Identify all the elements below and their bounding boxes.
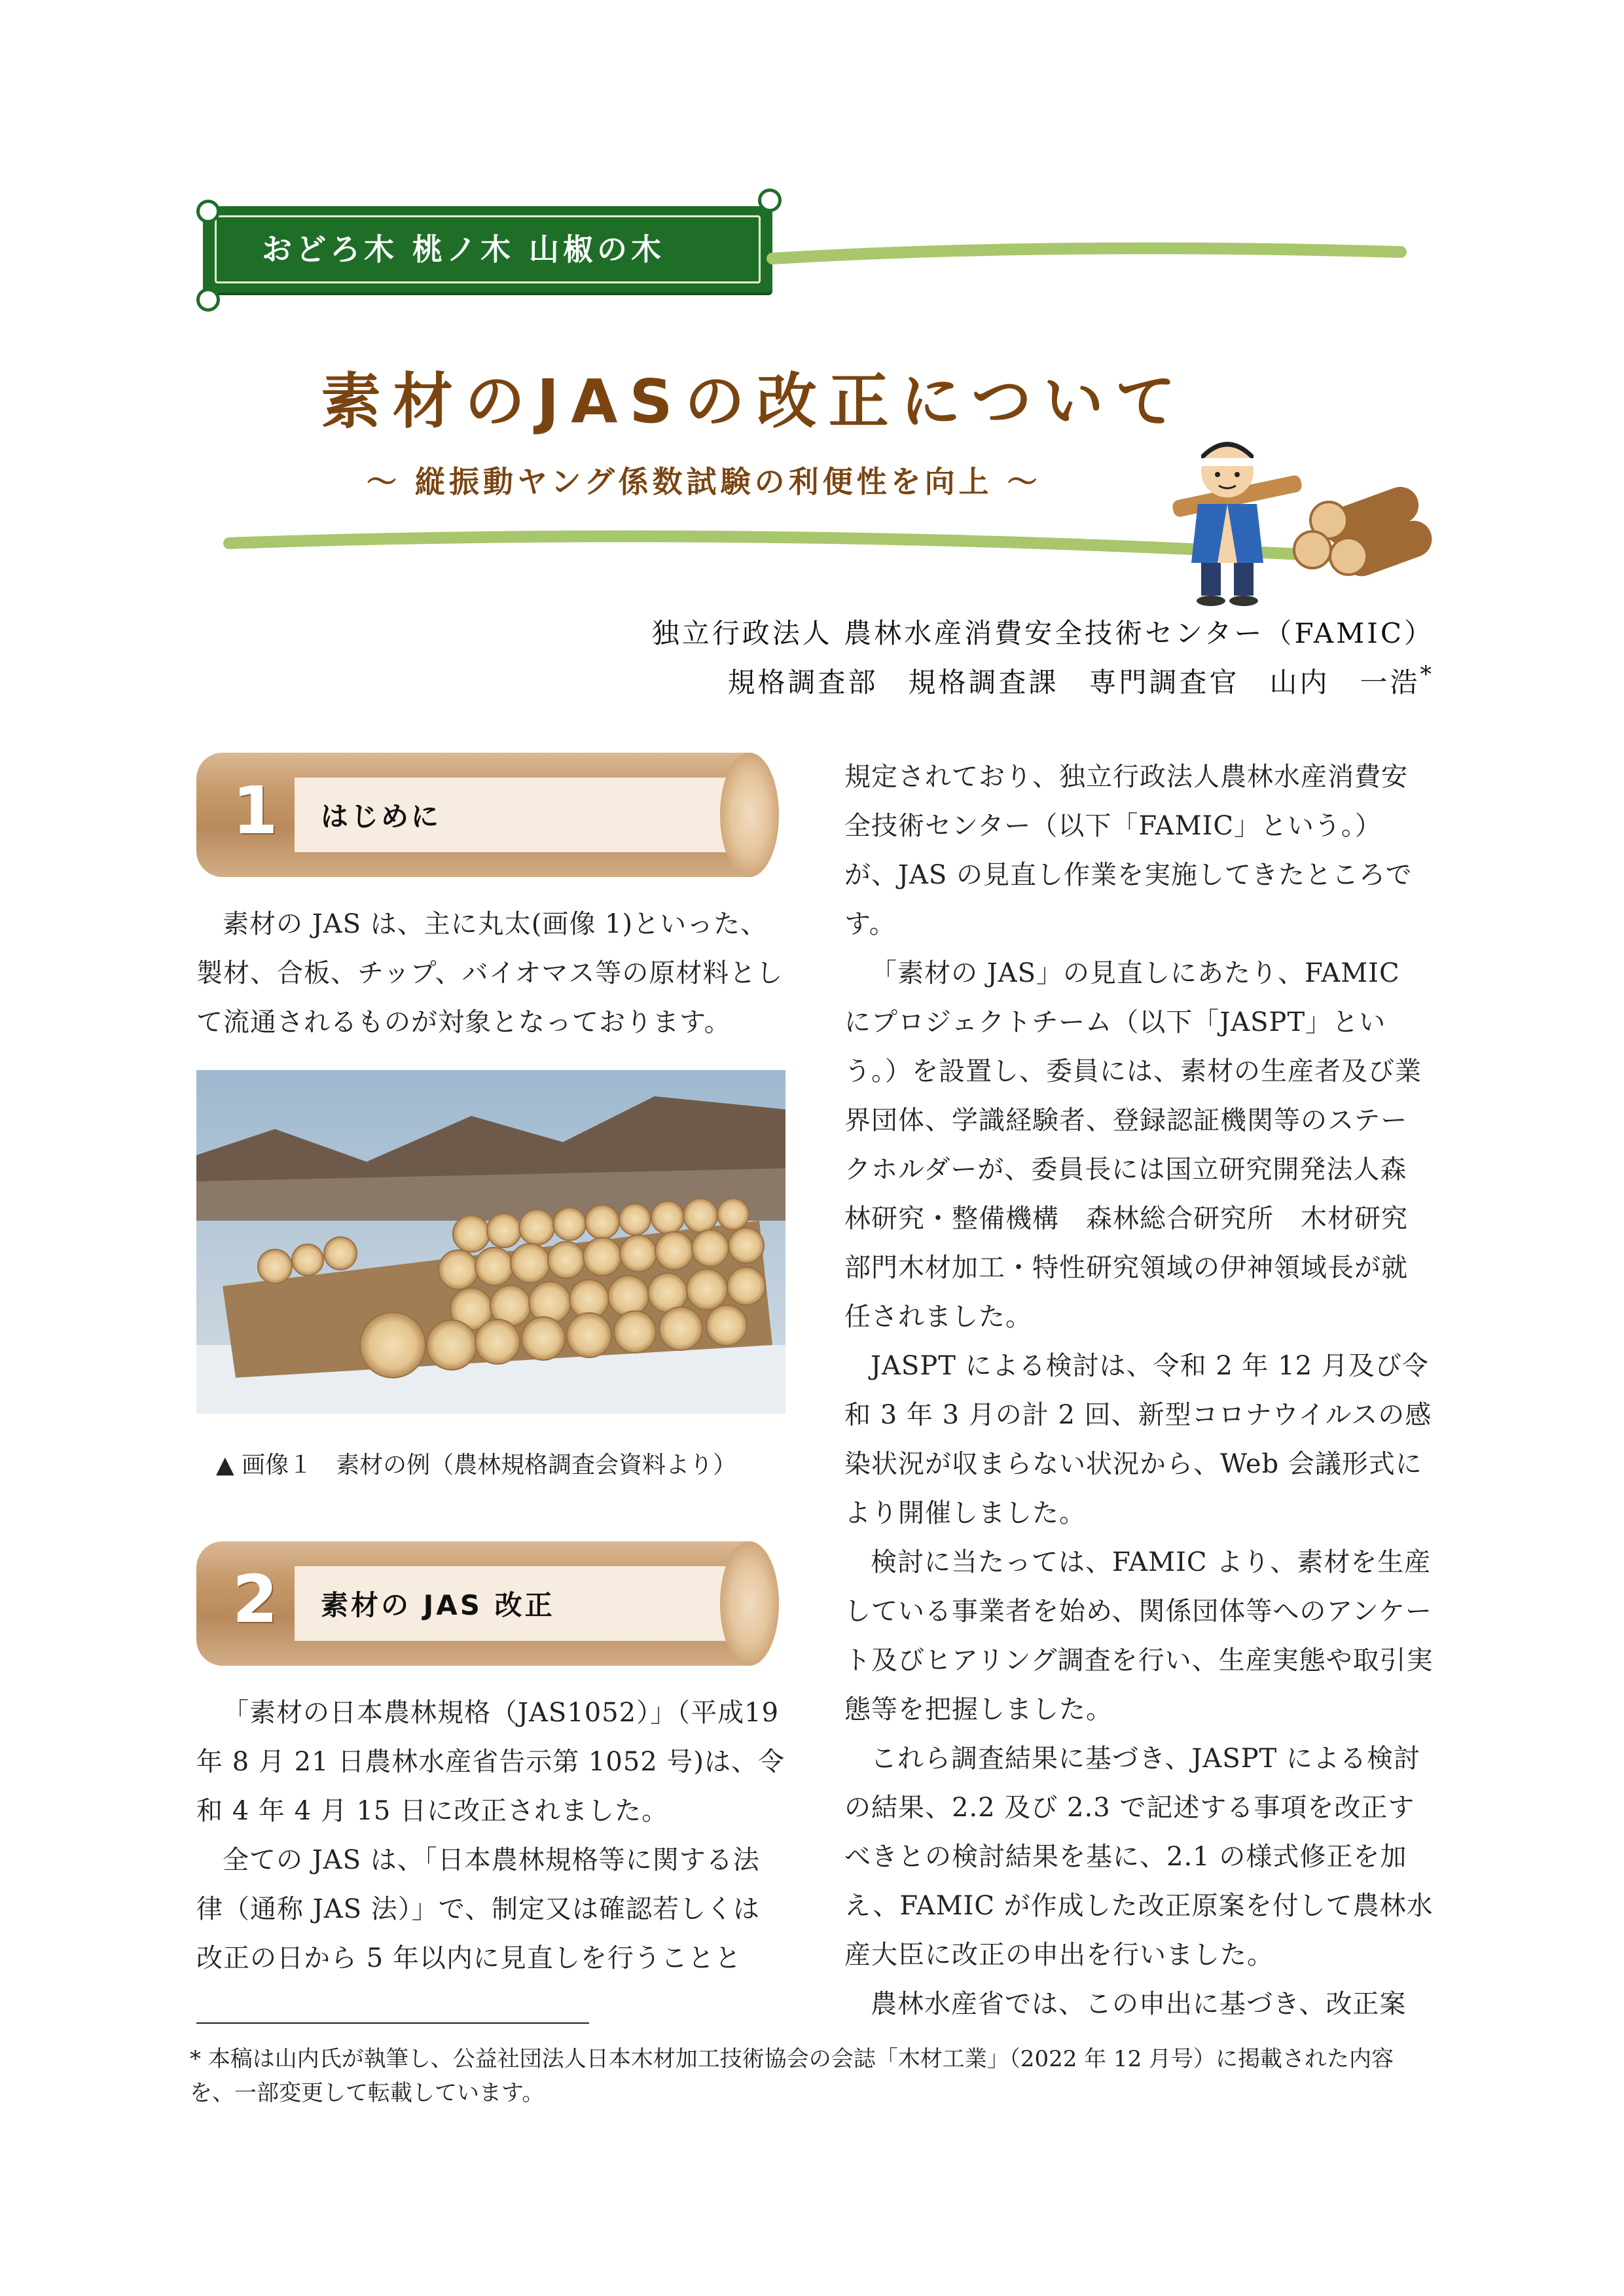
byline-author [727,661,1434,700]
right-column-text [844,753,1434,2029]
log-end [720,753,779,877]
footnote-divider [196,2022,589,2024]
paragraph: 全ての JAS は、「日本農林規格等に関する法律（通称 JAS 法）」で、制定又は確認若しくは改正の日から 5 年以内に見直しを行うことと [196,1845,760,1973]
section-heading-text: 素材の JAS 改正 [321,1589,555,1621]
section-heading-1 [196,753,779,877]
log-pile-image [196,1070,785,1414]
section-number: 1 [232,772,278,849]
footnote-mark: * [190,2046,201,2072]
paragraph: 「素材の日本農林規格（JAS1052）」（平成19 年 8 月 21 日農林水産省告示第 1052 号)は、令和 4 年 4 月 15 日に改正されました。 [196,1698,785,1826]
footnote-text: 本稿は山内氏が執筆し、公益社団法人日本木材加工技術協会の会誌「木材工業」（2022 年 12 月号）に掲載された内容を、一部変更して転載しています。 [190,2046,1394,2106]
banner-text: おどろ木 桃ノ木 山椒の木 [262,232,666,267]
section-heading-2 [196,1541,779,1666]
paragraph: 検討に当たっては、FAMIC より、素材を生産している事業者を始め、関係団体等へのアンケート及びヒアリング調査を行い、生産実態や取引実態等を把握しました。 [844,1547,1434,1725]
paragraph: JASPT による検討は、令和 2 年 12 月及び令和 3 年 3 月の計 2 回、新型コロナウイルスの感染状況が収まらない状況から、Web 会議形式により開催しました。 [844,1351,1432,1528]
top-green-stroke [772,248,1401,259]
author-name: 規格調査部 規格調査課 専門調査官 山内 一浩 [727,666,1420,698]
paragraph: 農林水産省では、この申出に基づき、改正案 [871,1989,1407,2019]
paragraph: 規定されており、独立行政法人農林水産消費安全技術センター（以下「FAMIC」という。）が、JAS の見直し作業を実施してきたところです。 [844,762,1413,939]
footnote-mark: * [1420,662,1434,688]
paragraph: 素材の JAS は、主に丸太(画像 1)といった、製材、合板、チップ、バイオマス等の原材料として流通されるものが対象となっております。 [196,909,784,1037]
photo-caption: ▲ 画像１ 素材の例（農林規格調査会資料より） [216,1452,737,1479]
woodcutter-illustration-icon [1165,425,1440,609]
paragraph: 「素材の JAS」の見直しにあたり、FAMIC にプロジェクトチーム（以下「JASPT」という。）を設置し、委員には、素材の生産者及び業界団体、学識経験者、登録認証機関等のステークホルダーが、委員長には国立研究開発法人森林研究・整備機構 森林総合研究所 木材研究部門木材加工・特性研究領域の伊神領域長が就任されました。 [844,958,1422,1332]
log-end [720,1541,779,1666]
section-heading-text: はじめに [321,800,442,833]
paragraph: これら調査結果に基づき、JASPT による検討の結果、2.2 及び 2.3 で記述する事項を改正すべきとの検討結果を基に、2.1 の様式修正を加え、FAMIC が作成した改正原案を付して農林水産大臣に改正の申出を行いました。 [844,1744,1434,1970]
left-column-text-1 [196,900,785,1047]
section-number: 2 [232,1561,278,1638]
left-column-text-2 [196,1689,785,1983]
page-title: 素材のJASの改正について [321,367,1187,437]
byline-organization: 独立行政法人 農林水産消費安全技術センター（FAMIC） [651,617,1434,649]
log-pile-photo [196,1070,785,1414]
footnote [190,2042,1427,2110]
page-subtitle: ～ 縦振動ヤング係数試験の利便性を向上 ～ [367,464,1041,499]
